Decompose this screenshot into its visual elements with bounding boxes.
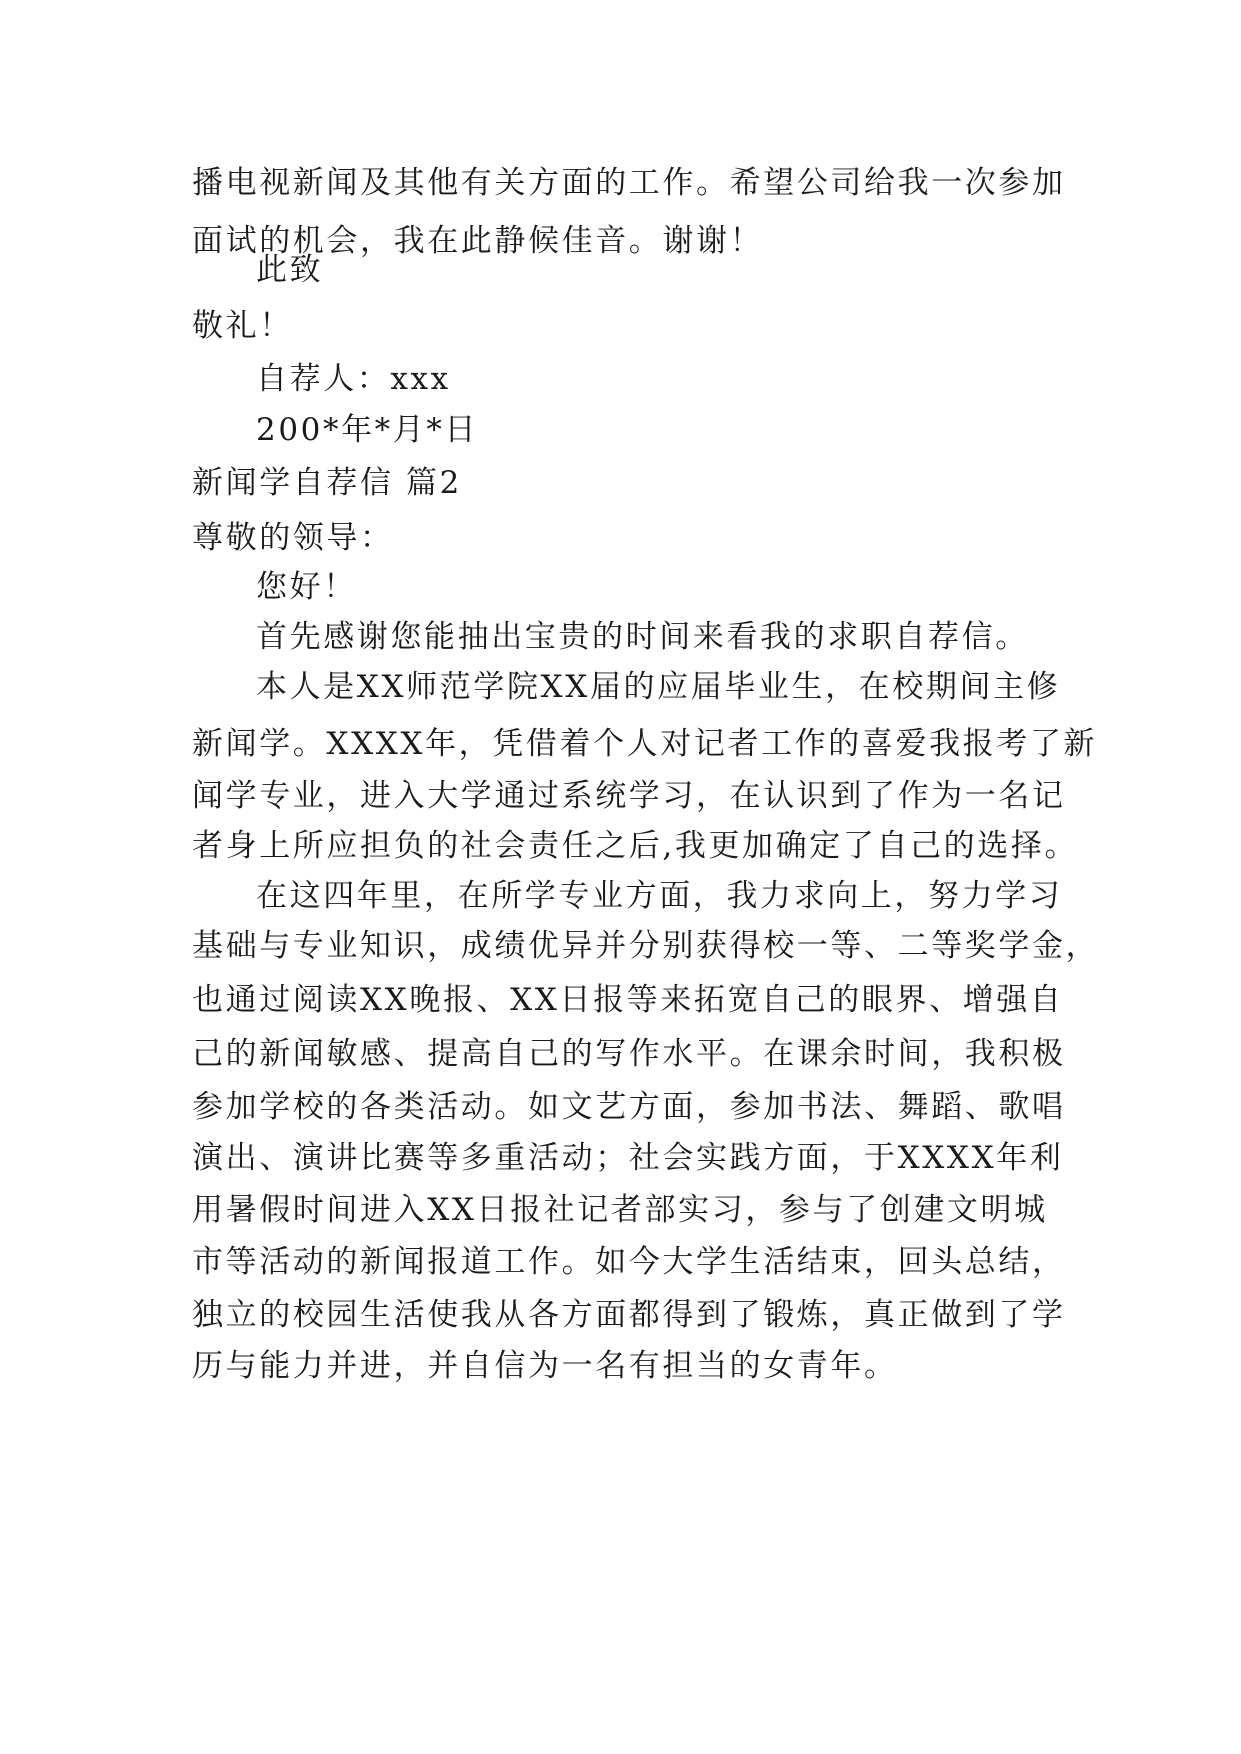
greeting-hello: 您好！ [256, 569, 357, 605]
body-line: 闻学专业，进入大学通过系统学习，在认识到了作为一名记 [192, 778, 1066, 814]
body-line: 者身上所应担负的社会责任之后,我更加确定了自己的选择。 [192, 828, 1079, 864]
body-line: 演出、演讲比赛等多重活动；社会实践方面，于XXXX年利 [192, 1140, 1064, 1176]
body-line: 独立的校园生活使我从各方面都得到了锻炼，真正做到了学 [192, 1297, 1066, 1333]
body-line: 本人是XX师范学院XX届的应届毕业生，在校期间主修 [256, 669, 1061, 705]
body-line: 己的新闻敏感、提高自己的写作水平。在课余时间，我积极 [192, 1036, 1066, 1072]
body-line: 历与能力并进，并自信为一名有担当的女青年。 [192, 1348, 898, 1384]
salutation-closing: 敬礼！ [192, 308, 293, 344]
section-heading: 新闻学自荐信 篇2 [192, 465, 462, 501]
body-line: 播电视新闻及其他有关方面的工作。希望公司给我一次参加 [192, 165, 1066, 201]
body-line: 面试的机会，我在此静候佳音。谢谢！ [192, 223, 764, 259]
body-line: 市等活动的新闻报道工作。如今大学生活结束，回头总结， [192, 1244, 1066, 1280]
date-line: 200*年*月*日 [256, 412, 479, 448]
body-line: 首先感谢您能抽出宝贵的时间来看我的求职自荐信。 [256, 619, 1029, 655]
body-line: 用暑假时间进入XX日报社记者部实习，参与了创建文明城 [192, 1192, 1048, 1228]
body-line: 新闻学。XXXX年，凭借着个人对记者工作的喜爱我报考了新 [192, 726, 1098, 762]
body-line: 在这四年里，在所学专业方面，我力求向上，努力学习 [256, 878, 1063, 914]
greeting-line: 尊敬的领导： [192, 520, 394, 556]
body-line: 也通过阅读XX晚报、XX日报等来拓宽自己的眼界、增强自 [192, 982, 1064, 1018]
body-line: 基础与专业知识，成绩优异并分别获得校一等、二等奖学金， [192, 928, 1100, 964]
closing-phrase: 此致 [256, 252, 324, 288]
signature-line: 自荐人：xxx [256, 361, 451, 397]
body-line: 参加学校的各类活动。如文艺方面，参加书法、舞蹈、歌唱 [192, 1089, 1066, 1125]
